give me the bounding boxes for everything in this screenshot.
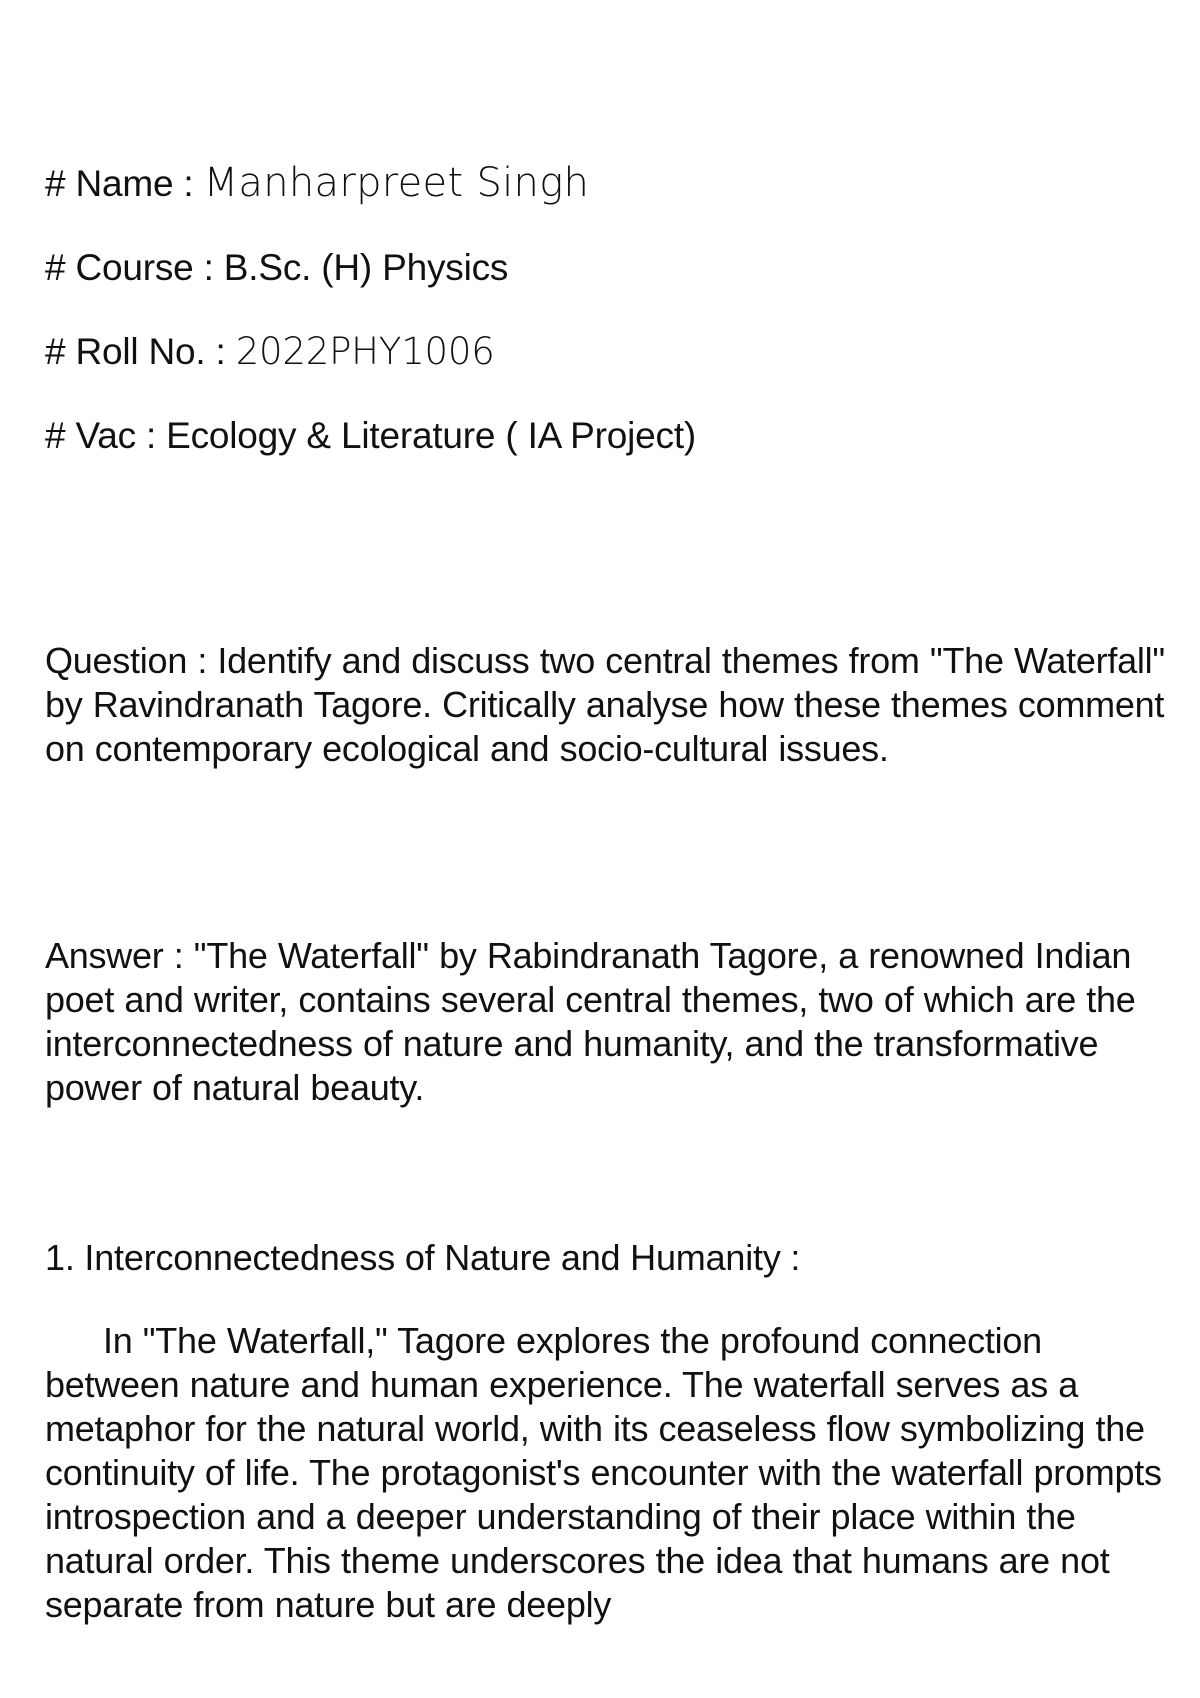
vac-value: Ecology & Literature ( IA Project) bbox=[166, 415, 697, 456]
section1-heading: 1. Interconnectedness of Nature and Humanity : bbox=[45, 1237, 801, 1278]
roll-line bbox=[45, 330, 495, 374]
section1-paragraph: In "The Waterfall," Tagore explores the profound connection between nature and human experience. The waterfall serves as a metaphor for the natural world, with its ceaseless flow symbolizing the continuity of life. The protagonist's encounter with the waterfall prompts introspection and a deeper understanding of their place within the natural order. This theme underscores the idea that humans are not separate from nature but are deeply bbox=[45, 1320, 1162, 1625]
roll-value: 2022PHY1006 bbox=[235, 330, 495, 373]
vac-label: # Vac : bbox=[45, 415, 167, 456]
roll-label: # Roll No. : bbox=[45, 331, 236, 372]
name-value: Manharpreet Singh bbox=[203, 160, 590, 206]
question-text: Question : Identify and discuss two central themes from "The Waterfall" by Ravindranath Tagore. Critically analyse how these themes comment on contemporary ecological and socio-cultural issues. bbox=[45, 640, 1165, 769]
course-label: # Course : bbox=[45, 247, 224, 288]
course-value: B.Sc. (H) Physics bbox=[223, 247, 509, 288]
course-line bbox=[45, 246, 508, 290]
name-label: # Name : bbox=[45, 163, 204, 204]
name-line bbox=[45, 161, 589, 206]
vac-line bbox=[45, 414, 696, 458]
answer-text: Answer : "The Waterfall" by Rabindranath Tagore, a renowned Indian poet and writer, contains several central themes, two of which are the interconnectedness of nature and humanity, and the transformative power of natural beauty. bbox=[45, 935, 1136, 1108]
